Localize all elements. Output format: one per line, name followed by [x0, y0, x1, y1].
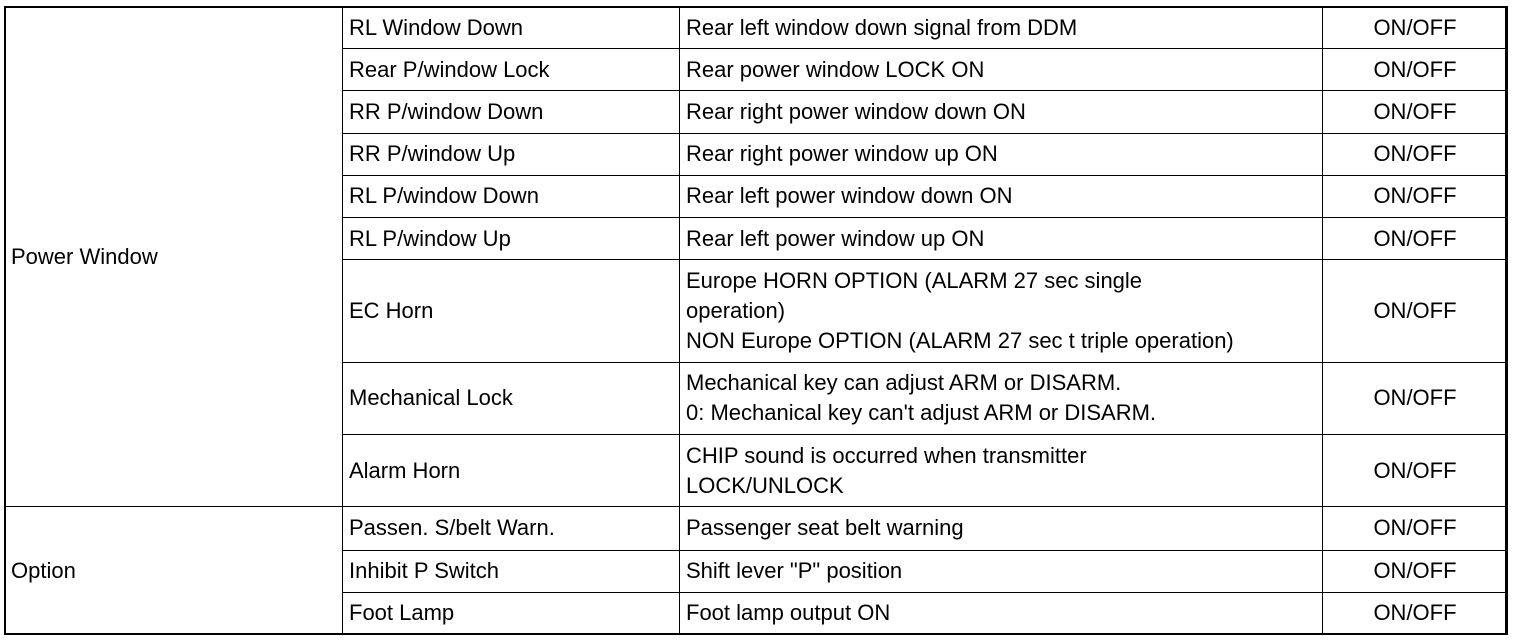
item-cell: Foot Lamp — [343, 592, 680, 634]
description-line: Rear left window down signal from DDM — [686, 14, 1078, 40]
table-row — [5, 507, 1508, 550]
description-line: Shift lever "P" position — [686, 558, 903, 584]
category-cell: Power Window — [5, 7, 343, 507]
description-line: Rear right power window down ON — [686, 98, 1026, 124]
value-cell: ON/OFF — [1323, 7, 1508, 49]
description-cell — [680, 260, 1323, 362]
description-line: Rear right power window up ON — [686, 141, 998, 167]
value-cell: ON/OFF — [1323, 91, 1508, 133]
item-cell: Inhibit P Switch — [343, 550, 680, 592]
item-cell: RR P/window Up — [343, 133, 680, 175]
description-line: NON Europe OPTION (ALARM 27 sec t triple operation) — [686, 327, 1234, 353]
description-cell — [680, 362, 1323, 434]
description-cell — [680, 217, 1323, 259]
description-line: Rear left power window up ON — [686, 225, 985, 251]
description-cell — [680, 550, 1323, 592]
value-cell: ON/OFF — [1323, 550, 1508, 592]
value-cell: ON/OFF — [1323, 260, 1508, 362]
table-row — [5, 7, 1508, 49]
description-line: LOCK/UNLOCK — [686, 472, 844, 498]
description-line: Rear left power window down ON — [686, 183, 1013, 209]
description-line: Foot lamp output ON — [686, 600, 891, 626]
value-cell: ON/OFF — [1323, 592, 1508, 634]
description-cell — [680, 175, 1323, 217]
description-cell — [680, 507, 1323, 550]
description-cell — [680, 91, 1323, 133]
value-cell: ON/OFF — [1323, 217, 1508, 259]
description-cell — [680, 7, 1323, 49]
description-cell — [680, 49, 1323, 91]
item-cell: RL Window Down — [343, 7, 680, 49]
value-cell: ON/OFF — [1323, 434, 1508, 506]
description-line: Mechanical key can adjust ARM or DISARM. — [686, 370, 1122, 396]
category-cell: Option — [5, 507, 343, 635]
item-cell: RL P/window Down — [343, 175, 680, 217]
spec-table — [4, 6, 1508, 635]
description-cell — [680, 133, 1323, 175]
item-cell: Passen. S/belt Warn. — [343, 507, 680, 550]
description-line: CHIP sound is occurred when transmitter — [686, 442, 1087, 468]
value-cell: ON/OFF — [1323, 507, 1508, 550]
description-line: operation) — [686, 297, 786, 323]
description-cell — [680, 434, 1323, 506]
description-cell — [680, 592, 1323, 634]
item-cell: Alarm Horn — [343, 434, 680, 506]
value-cell: ON/OFF — [1323, 49, 1508, 91]
item-cell: EC Horn — [343, 260, 680, 362]
item-cell: Rear P/window Lock — [343, 49, 680, 91]
description-line: Rear power window LOCK ON — [686, 56, 985, 82]
value-cell: ON/OFF — [1323, 133, 1508, 175]
value-cell: ON/OFF — [1323, 362, 1508, 434]
value-cell: ON/OFF — [1323, 175, 1508, 217]
spec-table-body — [5, 7, 1508, 635]
item-cell: RR P/window Down — [343, 91, 680, 133]
item-cell: RL P/window Up — [343, 217, 680, 259]
description-line: Passenger seat belt warning — [686, 515, 964, 541]
item-cell: Mechanical Lock — [343, 362, 680, 434]
description-line: 0: Mechanical key can't adjust ARM or DISARM. — [686, 400, 1157, 426]
description-line: Europe HORN OPTION (ALARM 27 sec single — [686, 267, 1143, 293]
